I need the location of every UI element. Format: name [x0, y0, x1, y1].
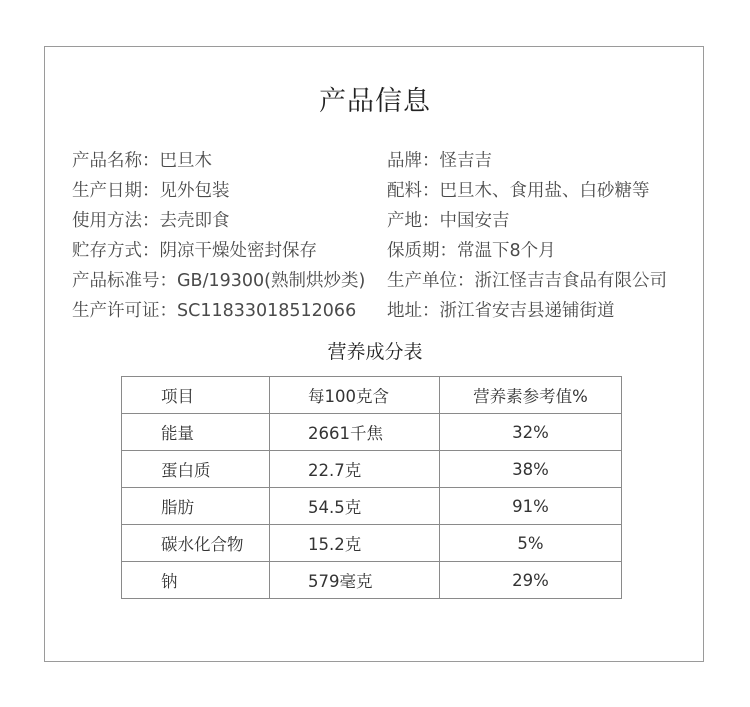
- info-label: 产品名称：: [72, 151, 160, 171]
- nutrient-nrv: 5%: [440, 525, 622, 562]
- nutrient-name: 碳水化合物: [122, 525, 270, 562]
- product-info-right-column: [387, 146, 667, 326]
- nutrient-amount: 15.2克: [270, 525, 440, 562]
- table-row: [122, 562, 622, 599]
- header-nrv: 营养素参考值%: [440, 377, 622, 414]
- table-row: [122, 451, 622, 488]
- info-row-address: [387, 296, 667, 326]
- info-value: 中国安吉: [439, 211, 510, 231]
- info-label: 配料：: [387, 181, 440, 201]
- info-value: 巴旦木、食用盐、白砂糖等: [439, 181, 650, 201]
- info-row-origin: [387, 206, 667, 236]
- info-value: 见外包装: [159, 181, 230, 201]
- info-label: 品牌：: [387, 151, 440, 171]
- header-item: 项目: [122, 377, 270, 414]
- table-header-row: [122, 377, 622, 414]
- info-label: 生产日期：: [72, 181, 160, 201]
- info-value: SC11833018512066: [177, 301, 357, 321]
- nutrient-amount: 22.7克: [270, 451, 440, 488]
- info-row-shelf-life: [387, 236, 667, 266]
- info-label: 保质期：: [387, 241, 457, 261]
- info-value: 常温下8个月: [457, 241, 556, 261]
- info-value: 浙江省安吉县递铺街道: [439, 301, 615, 321]
- nutrient-nrv: 38%: [440, 451, 622, 488]
- product-info-left-column: [72, 146, 365, 326]
- info-row-ingredients: [387, 176, 667, 206]
- nutrition-table-title: 营养成分表: [327, 341, 423, 363]
- nutrient-name: 钠: [122, 562, 270, 599]
- info-row-production-date: [72, 176, 365, 206]
- table-row: [122, 414, 622, 451]
- info-label: 生产许可证：: [72, 301, 177, 321]
- page-title: 产品信息: [319, 86, 431, 117]
- info-label: 贮存方式：: [72, 241, 160, 261]
- info-row-manufacturer: [387, 266, 667, 296]
- info-label: 生产单位：: [387, 271, 475, 291]
- nutrient-nrv: 32%: [440, 414, 622, 451]
- nutrient-name: 蛋白质: [122, 451, 270, 488]
- info-label: 使用方法：: [72, 211, 160, 231]
- nutrient-name: 脂肪: [122, 488, 270, 525]
- nutrient-amount: 579毫克: [270, 562, 440, 599]
- info-value: 去壳即食: [159, 211, 230, 231]
- info-value: 阴凉干燥处密封保存: [159, 241, 317, 261]
- info-label: 地址：: [387, 301, 440, 321]
- info-row-license: [72, 296, 365, 326]
- info-row-standard-number: [72, 266, 365, 296]
- info-value: 巴旦木: [159, 151, 212, 171]
- info-label: 产地：: [387, 211, 440, 231]
- info-row-storage: [72, 236, 365, 266]
- table-row: [122, 488, 622, 525]
- nutrient-name: 能量: [122, 414, 270, 451]
- table-row: [122, 525, 622, 562]
- header-per-100g: 每100克含: [270, 377, 440, 414]
- nutrition-table: [121, 376, 622, 599]
- info-row-brand: [387, 146, 667, 176]
- info-row-usage: [72, 206, 365, 236]
- nutrient-amount: 2661千焦: [270, 414, 440, 451]
- nutrient-nrv: 29%: [440, 562, 622, 599]
- info-label: 产品标准号：: [72, 271, 177, 291]
- info-value: GB/19300(熟制烘炒类): [177, 271, 366, 291]
- info-value: 浙江怪吉吉食品有限公司: [474, 271, 667, 291]
- info-value: 怪吉吉: [439, 151, 492, 171]
- nutrient-amount: 54.5克: [270, 488, 440, 525]
- nutrient-nrv: 91%: [440, 488, 622, 525]
- info-row-product-name: [72, 146, 365, 176]
